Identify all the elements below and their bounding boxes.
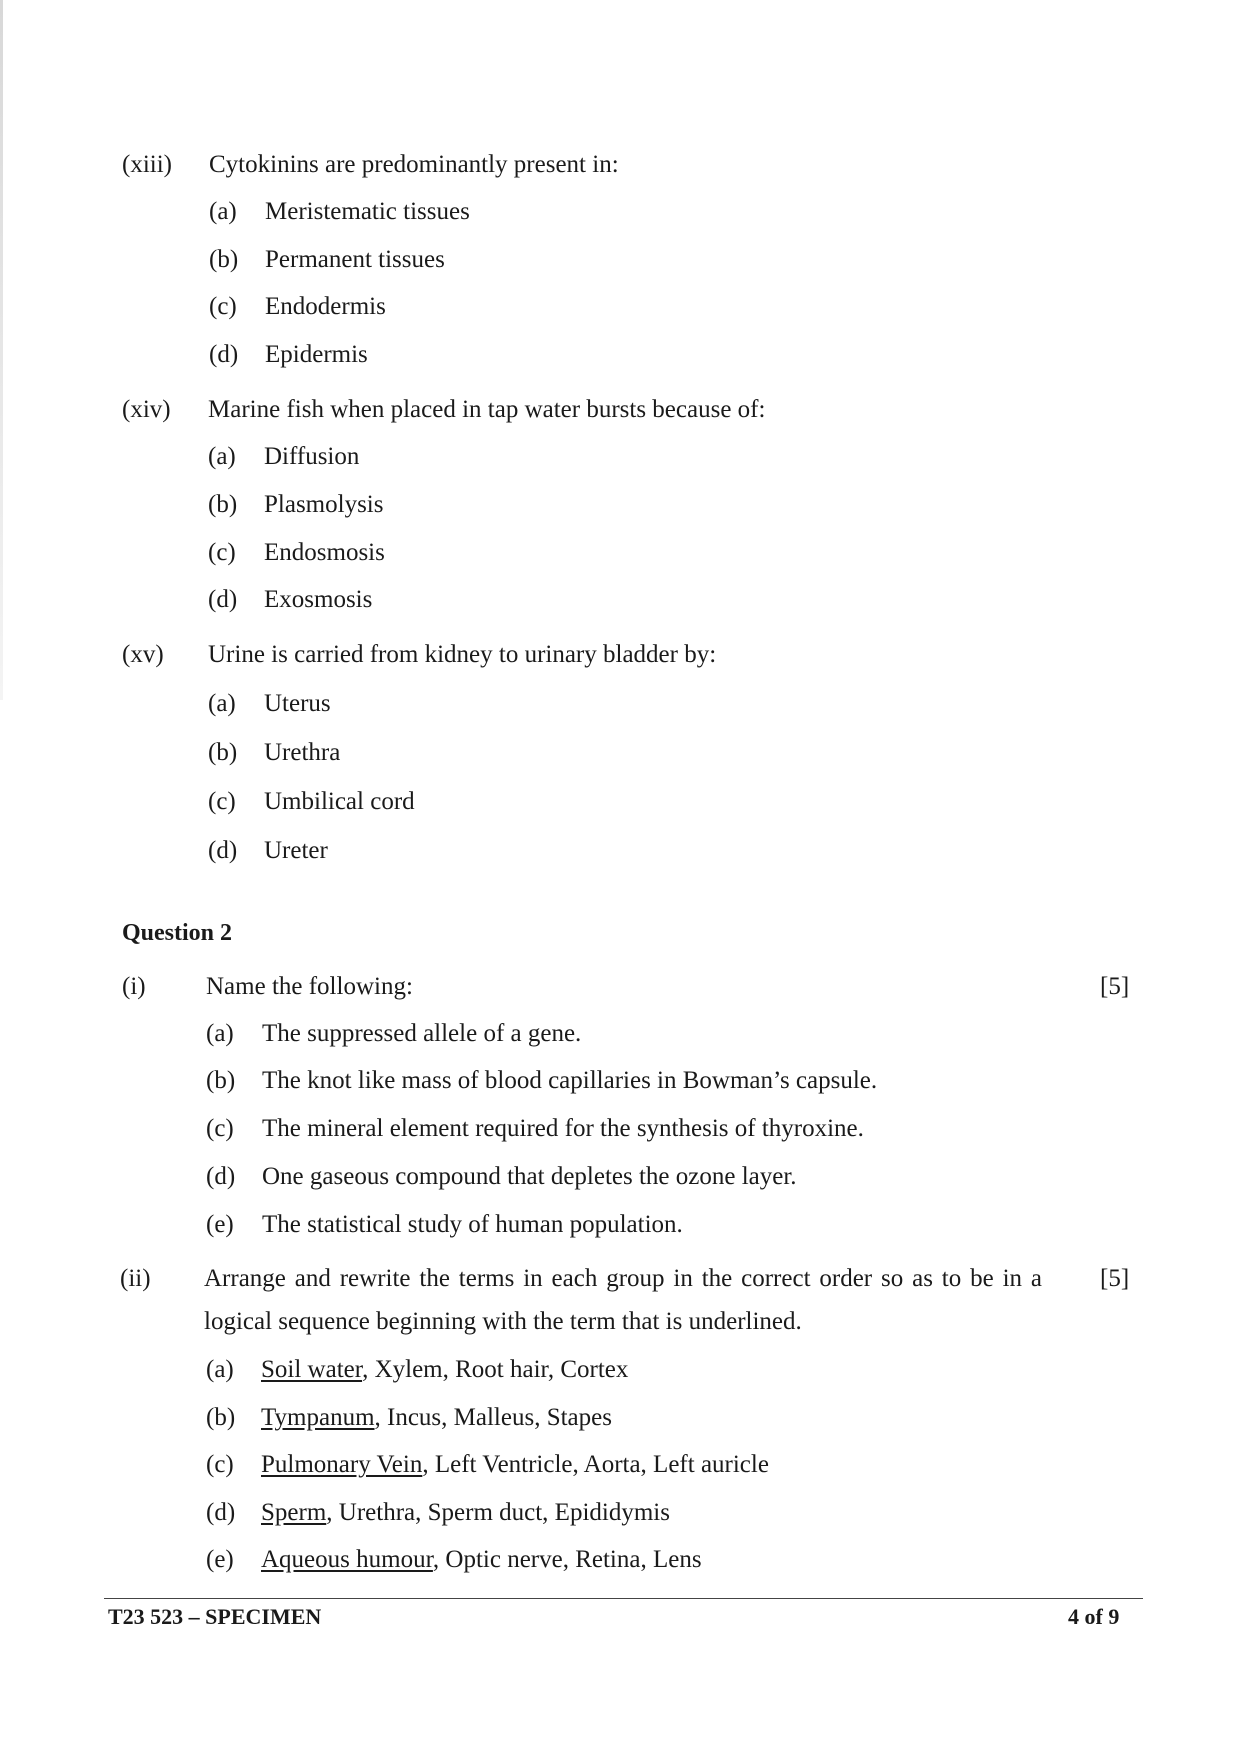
underlined-term: Tympanum (261, 1404, 375, 1431)
sequence-item (261, 1498, 670, 1528)
option-label: (a) (208, 443, 236, 470)
item-label: (a) (206, 1020, 234, 1047)
question-number: (xv) (122, 641, 164, 668)
option-text: Exosmosis (264, 586, 373, 613)
underlined-term: Aqueous humour (261, 1546, 433, 1573)
sequence-item (261, 1355, 628, 1385)
option-text: Plasmolysis (264, 491, 384, 518)
underlined-term: Sperm (261, 1499, 327, 1526)
sequence-rest: , Left Ventricle, Aorta, Left auricle (422, 1451, 769, 1478)
question-number: (xiii) (122, 151, 172, 178)
sequence-rest: , Xylem, Root hair, Cortex (362, 1356, 629, 1383)
item-label: (d) (206, 1163, 236, 1190)
option-text: Diffusion (264, 443, 360, 470)
item-text: The statistical study of human population. (262, 1211, 683, 1238)
question-stem: Marine fish when placed in tap water bursts because of: (208, 396, 766, 423)
scan-edge (0, 0, 3, 700)
marks-label: [5] (1100, 973, 1130, 1000)
question-stem: Arrange and rewrite the terms in each group in the correct order so as to be in a (204, 1265, 1042, 1292)
question-number: (xiv) (122, 396, 171, 423)
option-text: Uterus (264, 690, 331, 717)
item-label: (d) (206, 1499, 236, 1526)
sequence-rest: , Incus, Malleus, Stapes (374, 1404, 612, 1431)
item-label: (b) (206, 1404, 236, 1431)
option-label: (c) (208, 788, 236, 815)
sequence-item (261, 1545, 702, 1575)
footer-rule (104, 1598, 1143, 1599)
option-label: (d) (208, 837, 238, 864)
item-label: (c) (206, 1115, 234, 1142)
option-text: Endosmosis (264, 539, 385, 566)
item-text: The suppressed allele of a gene. (262, 1020, 582, 1047)
option-label: (a) (209, 198, 237, 225)
underlined-term: Soil water (261, 1356, 363, 1383)
item-text: One gaseous compound that depletes the ozone layer. (262, 1163, 797, 1190)
item-label: (c) (206, 1451, 234, 1478)
item-label: (e) (206, 1546, 234, 1573)
sequence-item (261, 1450, 769, 1480)
option-text: Permanent tissues (265, 246, 445, 273)
option-text: Umbilical cord (264, 788, 415, 815)
option-label: (d) (208, 586, 238, 613)
section-heading: Question 2 (122, 920, 233, 946)
item-text: The knot like mass of blood capillaries in Bowman’s capsule. (262, 1067, 878, 1094)
option-text: Epidermis (265, 341, 368, 368)
question-stem-continued: logical sequence beginning with the term that is underlined. (204, 1308, 802, 1335)
page-number: 4 of 9 (1068, 1604, 1120, 1629)
item-label: (e) (206, 1211, 234, 1238)
option-label: (b) (209, 246, 239, 273)
question-number: (ii) (120, 1265, 151, 1292)
sequence-item (261, 1403, 612, 1433)
question-stem: Name the following: (206, 973, 413, 1000)
option-label: (c) (208, 539, 236, 566)
underlined-term: Pulmonary Vein (261, 1451, 423, 1478)
item-label: (b) (206, 1067, 236, 1094)
option-label: (d) (209, 341, 239, 368)
option-label: (a) (208, 690, 236, 717)
paper-code: T23 523 – SPECIMEN (108, 1604, 322, 1629)
option-text: Ureter (264, 837, 328, 864)
option-label: (b) (208, 739, 238, 766)
question-stem: Urine is carried from kidney to urinary bladder by: (208, 641, 717, 668)
item-label: (a) (206, 1356, 234, 1383)
item-text: The mineral element required for the synthesis of thyroxine. (262, 1115, 864, 1142)
sequence-rest: , Optic nerve, Retina, Lens (432, 1546, 702, 1573)
sequence-rest: , Urethra, Sperm duct, Epididymis (326, 1499, 670, 1526)
marks-label: [5] (1100, 1265, 1130, 1292)
question-number: (i) (122, 973, 146, 1000)
question-stem: Cytokinins are predominantly present in: (209, 151, 619, 178)
option-text: Endodermis (265, 293, 386, 320)
option-label: (b) (208, 491, 238, 518)
option-label: (c) (209, 293, 237, 320)
option-text: Urethra (264, 739, 341, 766)
option-text: Meristematic tissues (265, 198, 470, 225)
